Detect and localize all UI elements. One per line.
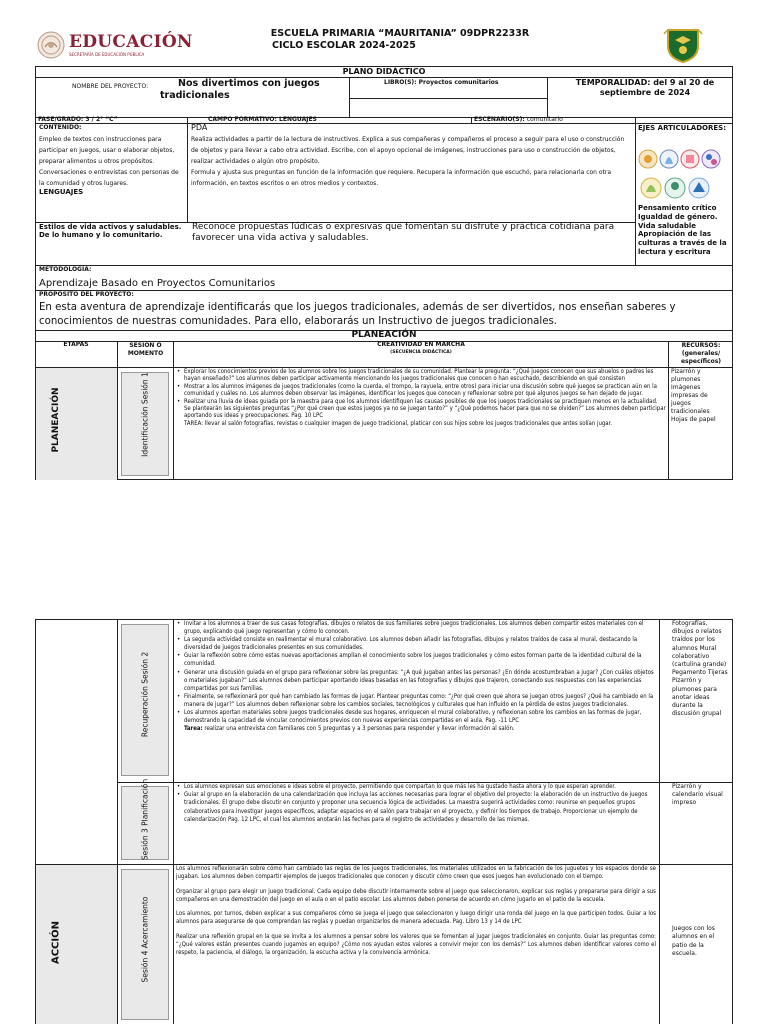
session-4: Sesión 4 Acercamiento — [140, 896, 150, 983]
s1-item: • Explorar los conocimientos previos de los alumnos sobre los juegos tradicionales de su comunidad. Plantear la pregunta: “¿Qué juegos conocen que sus abuelos o padres les hayan enseñado?” Los alumnos deben participar activamente mencionando los juegos tradicionales que conocen o han escuchado, describiendo en qué consisten — [184, 368, 666, 383]
session-3-sequence — [176, 783, 658, 824]
session-1: Identificación Sesión 1 — [140, 372, 150, 457]
logo-subtitle: SECRETARÍA DE EDUCACIÓN PÚBLICA — [69, 52, 145, 57]
s2-item: • La segunda actividad consiste en realimentar el mural colaborativo. Los alumnos deben añadir las fotografías, dibujos y relatos traídos de casa al mural, destacando la diversidad de juegos tradicionales presentes en sus comunidades. — [184, 636, 658, 652]
s2-item: • Invitar a los alumnos a traer de sus casas fotografías, dibujos o relatos de sus familiares sobre juegos tradicionales. Los alumnos deben compartir estos materiales con el grupo, explicando qué juego representan y cómo lo conocen. — [184, 620, 658, 636]
col-creatividad: CREATIVIDAD EN MARCHA — [377, 341, 465, 348]
session-4-resources: Juegos con los alumnos en el patio de la escuela. — [672, 925, 715, 958]
s2-item: • Guiar la reflexión sobre cómo estas nuevas aportaciones amplían el conocimiento sobre los juegos tradicionales y cómo estos forman parte de la identidad cultural de la comunidad. — [184, 652, 658, 668]
s4-paragraph: Los alumnos reflexionarán sobre cómo han cambiado las reglas de los juegos tradicionales, los materiales utilizados en la fabricación de los juguetes y los espacios donde se jugaban. Los alumnos deben compartir ejemplos de juegos tradicionales que conocen y discutir cómo creen que esos juegos han evolucionado con el tiempo. — [176, 865, 656, 881]
col-secuencia: (SECUENCIA DIDÁCTICA) — [390, 350, 452, 355]
ejes-list: Pensamiento crítico Igualdad de género. Vida saludable Apropiación de las culturas a través de la lectura y escritura — [638, 204, 727, 256]
session-4-sequence — [176, 865, 656, 958]
col-sesion: SESIÓN O MOMENTO — [127, 342, 164, 357]
project-label: NOMBRE DEL PROYECTO: — [72, 83, 149, 90]
s4-paragraph: Realizar una reflexión grupal en la que se invita a los alumnos a pensar sobre los valores que se fomentan al jugar juegos tradicionales en conjunto. Guiar las preguntas como: “¿Qué valores están presentes cuando jugamos en equipo? ¿Cómo nos ayudan estos valores a convivir mejor con los demás?” Los alumnos deben identificar valores como el respeto, la paciencia, el diálogo, la organización, la escucha activa y la convivencia armónica. — [176, 932, 656, 957]
purpose-text: En esta aventura de aprendizaje identificarás que los juegos tradicionales, además de ser divertidos, nos enseñan saberes y conocimientos de nuestras comunidades. Para ello, elaborarás un Instructivo de juegos tradicionales. — [39, 302, 676, 327]
logo-title: EDUCACIÓN — [69, 32, 193, 52]
session-2: Recuperación Sesión 2 — [140, 651, 150, 738]
session-1-resources: Pizarrón y plumones Imágenes impresas de juegos tradicionales Hojas de papel — [671, 368, 716, 423]
pda-label: PDA — [191, 123, 208, 132]
session-3: Sesión 3 Planificación — [140, 778, 150, 861]
temporality: TEMPORALIDAD: del 9 al 20 de septiembre de 2024 — [575, 78, 715, 97]
s1-tarea: TAREA: llevar al salón fotografías, revistas o cualquier imagen de juego tradicional, platicar con sus hijos sobre los juegos tradicionales que antes solían jugar. — [184, 419, 612, 427]
col-etapas: ETAPAS — [63, 341, 89, 348]
formative-field: CAMPO FORMATIVO: LENGUAJES — [208, 116, 317, 123]
school-cycle: CICLO ESCOLAR 2024-2025 — [272, 40, 416, 51]
content-label: CONTENIDO: — [39, 124, 82, 131]
session-1-sequence — [176, 368, 666, 427]
ejes-label: EJES ARTICULADORES: — [638, 124, 726, 132]
styles-label: Estilos de vida activos y saludables. De lo humano y lo comunitario. — [39, 223, 182, 240]
stage-planeacion: PLANEACIÓN — [51, 387, 61, 453]
sep-logo — [36, 30, 193, 62]
s4-paragraph: Organizar al grupo para elegir un juego tradicional. Cada equipo debe discutir internamente sobre el juego que seleccionaron, explicar sus reglas y prepararse para dirigir a sus compañeros en una demostración del juego en el aula o en el patio escolar. Los alumnos deben ponerse de acuerdo en cómo jugarlo en el patio de la escuela. — [176, 887, 656, 903]
stage-planeacion-shade — [36, 368, 117, 480]
s2-item: • Generar una discusión guiada en el grupo para reflexionar sobre las preguntas: “¿A qué jugaban antes las personas? ¿En dónde acostumbraban a jugar? ¿Con cuáles objetos o materiales jugaban?” Los alumnos deben participar aportando ideas basadas en las fotografías y dibujos que trajeron, conectando sus respuestas con las experiencias compartidas por sus familias. — [184, 669, 658, 693]
s3-item: • Los alumnos expresan sus emociones e ideas sobre el proyecto, permitiendo que compartan lo que más les ha gustado hasta ahora y lo que esperan aprender. — [184, 783, 658, 791]
session-3-resources: Pizarrón y calendario visual impreso — [672, 783, 723, 807]
s2-item: • Los alumnos aportan materiales sobre juegos tradicionales desde sus hogares, enriquecen el mural colaborativo, y reflexionan sobre los cambios en las formas de jugar, demostrando la capacidad de vincular conocimientos previos con nuevas experiencias compartidas en el aula. Pag. -11 LPC — [184, 709, 658, 725]
col-recursos: RECURSOS: (generales/ específicos) — [680, 342, 722, 365]
phase-grade: FASE/GRADO: 3 / 2° “C” — [38, 116, 118, 123]
pda-cell — [191, 124, 631, 189]
content-cell — [39, 124, 184, 196]
s3-item: • Guiar al grupo en la elaboración de una calendarización que incluya las acciones necesarias para lograr el objetivo del proyecto: la elaboración de un instructivo de juegos tradicionales. El grupo debe discutir en conjunto y proponer una secuencia lógica de actividades. La maestra sugerirá actividades como: reunirse en pequeños grupos colaborativos para investigar juegos específicos, adaptar espacios en el salón para trabajar en el proyecto, y definir los tiempos de trabajo. Proporcionar un ejemplo de calendarización Pag. 12 LPC, el cual los alumnos anotarán las fechas para el registro de actividades y desarrollo de las mismas. — [184, 791, 658, 824]
school-crest-icon — [662, 26, 704, 64]
s2-item: • Finalmente, se reflexionará por qué han cambiado las formas de jugar. Plantear preguntas como: “¿Por qué creen que ahora se juegan otros juegos? ¿Qué ha cambiado en la manera de jugar?” Los alumnos deben reflexionar sobre los cambios sociales, tecnológicos y culturales que han influido en la pérdida de estos juegos tradicionales. — [184, 693, 658, 709]
method-value: Aprendizaje Basado en Proyectos Comunitarios — [39, 278, 276, 289]
pda-text-2: Formula y ajusta sus preguntas en función de la información que requiere. Recupera la información que escuchó, para relacionarla con otra información, en textos escritos o en otros medios y contextos. — [191, 168, 612, 187]
s1-item: • Mostrar a los alumnos imágenes de juegos tradicionales (como la cuerda, el trompo, la rayuela, entre otros) para iniciar una discusión sobre qué juegos se practican aún en la comunidad y cuáles no. Los alumnos deben observar las imágenes, identificar los juegos que conocen y reflexionar sobre por qué algunos juegos se han dejado de jugar. — [184, 383, 666, 398]
school-name: ESCUELA PRIMARIA “MAURITANIA” 09DPR2233R — [270, 28, 530, 39]
plan-title: PLANO DIDÁCTICO — [342, 67, 426, 76]
project-name: Nos divertimos con juegos tradicionales — [160, 78, 320, 101]
content-text-2: Conversaciones o entrevistas con personas de la comunidad y otros lugares. — [39, 168, 179, 187]
purpose-label: PROPÓSITO DEL PROYECTO: — [39, 291, 134, 298]
content-text-1: Empleo de textos con instrucciones para participar en juegos, usar o elaborar objetos, preparar alimentos u otros propósitos. — [39, 135, 175, 165]
ejes-articuladores-icons — [638, 146, 730, 204]
pda-text-1: Realiza actividades a partir de la lectura de instructivos. Explica a sus compañeras y compañeros el proceso a seguir para el uso o construcción de objetos y para llevar a cabo otra actividad. Escribe, con el apoyo opcional de imágenes, instrucciones para uso o construcción de objetos, realizar actividades o algún otro propósito. — [191, 135, 625, 165]
session-2-resources: Fotografías, dibujos o relatos traídos por los alumnos Mural colaborativo (cartulina grande) Pegamento Tijeras Pizarrón y plumones para anotar ideas durante la discusión grupal — [672, 620, 728, 718]
s4-paragraph: Los alumnos, por turnos, deben explicar a sus compañeros cómo se juega el juego que seleccionaron y luego dirigir una ronda del juego en la que participen todos. Guiar a los alumnos para asegurarse de que comprendan las reglas y puedan organizarlos de manera adecuada. Pag. Libro 13 y 14 de LPC — [176, 910, 656, 926]
lenguajes-label: LENGUAJES — [39, 187, 84, 196]
stage-accion: ACCIÓN — [50, 921, 62, 965]
books-label: LIBRO(S): Proyectos comunitarios — [384, 79, 499, 86]
planeacion-title: PLANEACIÓN — [351, 330, 417, 340]
stage-accion-shade — [36, 865, 117, 1024]
styles-text: Reconoce propuestas lúdicas o expresivas que fomentan su disfrute y práctica cotidiana para favorecer una vida activa y saludables. — [192, 222, 615, 243]
scenario: ESCENARIO(S): comunitario — [474, 116, 563, 123]
s1-item: • Realizar una lluvia de ideas guiada por la maestra para que los alumnos identifiquen las causas posibles de que los juegos tradicionales se practiquen menos en la actualidad. Se plantearán las siguientes preguntas “¿Por qué creen que estos juegos ya no se juegan tanto?” y “¿Qué podemos hacer para que no se olviden?” Los alumnos deben participar aportando sus ideas y preocupaciones. Pag. 10 LPC — [184, 398, 666, 420]
s2-tarea: Tarea: realizar una entrevista con familiares con 5 preguntas y a 3 personas para responder y llevar información al salón. — [184, 725, 515, 733]
session-2-sequence — [176, 620, 658, 733]
sep-emblem-icon — [36, 30, 66, 60]
method-label: METODOLOGÍA: — [39, 266, 92, 273]
